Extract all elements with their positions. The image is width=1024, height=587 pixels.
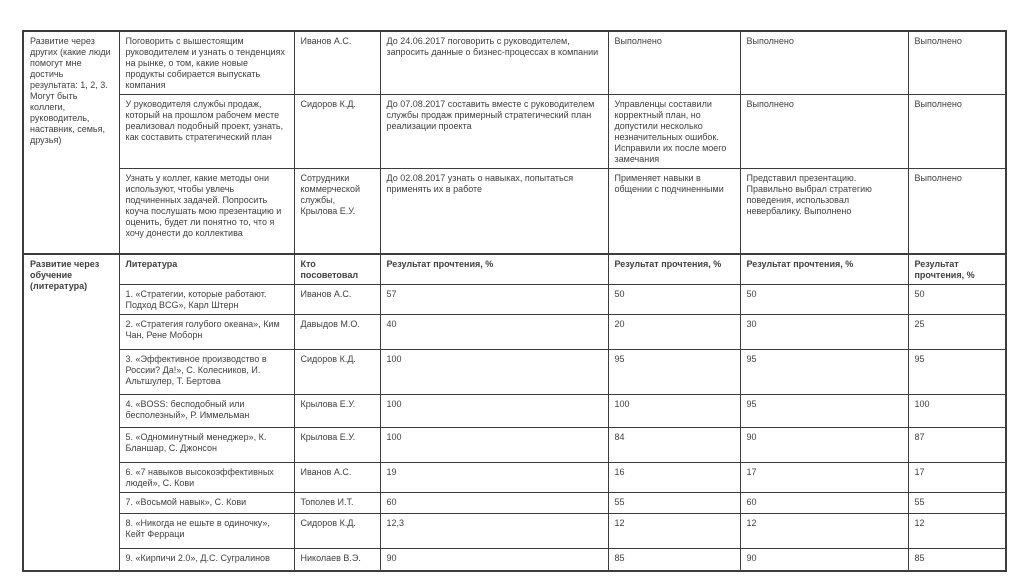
result-value-cell: 12	[908, 514, 1006, 549]
book-row	[23, 514, 1006, 549]
column-header-result: Результат прочтения, %	[740, 254, 908, 285]
advisor-cell: Сидоров К.Д.	[294, 514, 380, 549]
column-header-advisor: Кто посоветовал	[294, 254, 380, 285]
book-title-cell: 9. «Кирпичи 2.0», Д.С. Сугралинов	[119, 549, 294, 571]
result-value-cell: 16	[608, 463, 740, 493]
result-value-cell: 50	[908, 285, 1006, 315]
result-cell: Выполнено	[908, 31, 1006, 95]
advisor-cell: Крылова Е.У.	[294, 428, 380, 463]
book-title-cell: 3. «Эффективное производство в России? Да!», С. Колесников, И. Альтшулер, Т. Бертова	[119, 350, 294, 395]
result-value-cell: 85	[908, 549, 1006, 571]
advisor-cell: Тополев И.Т.	[294, 493, 380, 514]
result-value-cell: 30	[740, 315, 908, 350]
advisor-cell: Иванов А.С.	[294, 463, 380, 493]
result-value-cell: 12	[608, 514, 740, 549]
section-label-development-through-reading: Развитие через обучение (литература)	[23, 254, 119, 571]
table-row	[23, 95, 1006, 169]
result-cell: Выполнено	[608, 31, 740, 95]
column-header-literature: Литература	[119, 254, 294, 285]
book-row	[23, 350, 1006, 395]
advisor-cell: Иванов А.С.	[294, 285, 380, 315]
column-header-result: Результат прочтения, %	[380, 254, 608, 285]
plan-cell: До 24.06.2017 поговорить с руководителем, запросить данные о бизнес-процессах в компании	[380, 31, 608, 95]
result-cell: Управленцы составили корректный план, но допустили несколько незначительных ошибок. Исправили их после моего замечания	[608, 95, 740, 169]
advisor-cell: Крылова Е.У.	[294, 395, 380, 428]
result-value-cell: 40	[380, 315, 608, 350]
result-value-cell: 84	[608, 428, 740, 463]
book-title-cell: 6. «7 навыков высокоэффективных людей», С. Кови	[119, 463, 294, 493]
book-title-cell: 7. «Восьмой навык», С. Кови	[119, 493, 294, 514]
book-row	[23, 285, 1006, 315]
result-cell: Выполнено	[908, 169, 1006, 254]
advisor-cell: Сидоров К.Д.	[294, 350, 380, 395]
book-row	[23, 428, 1006, 463]
result-value-cell: 90	[740, 428, 908, 463]
advisor-cell: Сидоров К.Д.	[294, 95, 380, 169]
result-value-cell: 17	[740, 463, 908, 493]
result-value-cell: 55	[608, 493, 740, 514]
result-cell: Выполнено	[908, 95, 1006, 169]
book-row	[23, 549, 1006, 571]
development-plan-table	[22, 30, 1007, 572]
result-cell: Выполнено	[740, 31, 908, 95]
result-value-cell: 17	[908, 463, 1006, 493]
result-cell: Выполнено	[740, 95, 908, 169]
section-label-development-through-others: Развитие через других (какие люди помогут мне достичь результата: 1, 2, 3. Могут быть коллеги, руководитель, наставник, семья, друзья)	[23, 31, 119, 254]
book-title-cell: 4. «BOSS: бесподобный или бесполезный», Р. Иммельман	[119, 395, 294, 428]
result-value-cell: 87	[908, 428, 1006, 463]
result-value-cell: 100	[380, 350, 608, 395]
book-title-cell: 5. «Одноминутный менеджер», К. Бланшар, С. Джонсон	[119, 428, 294, 463]
action-cell: Узнать у коллег, какие методы они используют, чтобы увлечь подчиненных задачей. Попросить коуча послушать мою презентацию и оценить, будет ли понятно то, что я хочу донести до коллектива	[119, 169, 294, 254]
plan-cell: До 07.08.2017 составить вместе с руководителем службы продаж примерный стратегический план реализации проекта	[380, 95, 608, 169]
result-value-cell: 90	[740, 549, 908, 571]
result-value-cell: 25	[908, 315, 1006, 350]
result-value-cell: 60	[740, 493, 908, 514]
result-value-cell: 100	[380, 428, 608, 463]
result-value-cell: 12,3	[380, 514, 608, 549]
book-row	[23, 395, 1006, 428]
result-value-cell: 20	[608, 315, 740, 350]
result-value-cell: 57	[380, 285, 608, 315]
result-value-cell: 100	[380, 395, 608, 428]
book-title-cell: 1. «Стратегии, которые работают. Подход BCG», Карл Штерн	[119, 285, 294, 315]
result-value-cell: 100	[908, 395, 1006, 428]
result-value-cell: 95	[740, 350, 908, 395]
action-cell: У руководителя службы продаж, который на прошлом рабочем месте реализовал подобный проект, узнать, как составить стратегический план	[119, 95, 294, 169]
advisor-cell: Иванов А.С.	[294, 31, 380, 95]
book-title-cell: 2. «Стратегия голубого океана», Ким Чан, Рене Моборн	[119, 315, 294, 350]
column-header-result: Результат прочтения, %	[908, 254, 1006, 285]
table-row	[23, 31, 1006, 95]
result-value-cell: 95	[608, 350, 740, 395]
result-value-cell: 85	[608, 549, 740, 571]
result-value-cell: 90	[380, 549, 608, 571]
book-row	[23, 315, 1006, 350]
plan-cell: До 02.08.2017 узнать о навыках, попытаться применять их в работе	[380, 169, 608, 254]
result-value-cell: 12	[740, 514, 908, 549]
result-value-cell: 95	[740, 395, 908, 428]
advisor-cell: Сотрудники коммерческой службы, Крылова Е.У.	[294, 169, 380, 254]
result-value-cell: 19	[380, 463, 608, 493]
result-cell: Применяет навыки в общении с подчиненными	[608, 169, 740, 254]
book-row	[23, 463, 1006, 493]
table-row	[23, 169, 1006, 254]
result-value-cell: 60	[380, 493, 608, 514]
book-row	[23, 493, 1006, 514]
result-value-cell: 55	[908, 493, 1006, 514]
advisor-cell: Давыдов М.О.	[294, 315, 380, 350]
advisor-cell: Николаев В.Э.	[294, 549, 380, 571]
result-value-cell: 50	[740, 285, 908, 315]
book-title-cell: 8. «Никогда не ешьте в одиночку», Кейт Ферраци	[119, 514, 294, 549]
result-value-cell: 95	[908, 350, 1006, 395]
result-value-cell: 50	[608, 285, 740, 315]
literature-header-row	[23, 254, 1006, 285]
column-header-result: Результат прочтения, %	[608, 254, 740, 285]
result-value-cell: 100	[608, 395, 740, 428]
action-cell: Поговорить с вышестоящим руководителем и узнать о тенденциях на рынке, о том, какие новые продукты собирается выпускать компания	[119, 31, 294, 95]
result-cell: Представил презентацию. Правильно выбрал стратегию поведения, использовал невербалику. Выполнено	[740, 169, 908, 254]
